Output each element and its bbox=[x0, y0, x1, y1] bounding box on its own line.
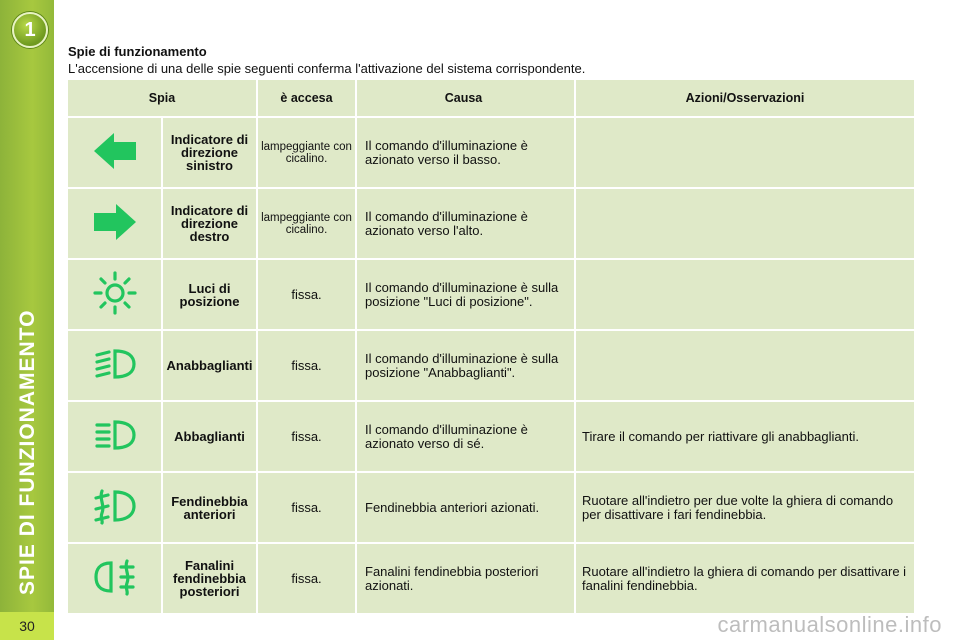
light-state: fissa. bbox=[258, 544, 357, 615]
light-state: lampeggiante con cicalino. bbox=[258, 189, 357, 260]
table-row bbox=[68, 118, 916, 189]
light-cause: Il comando d'illuminazione è sulla posizione "Anabbaglianti". bbox=[357, 331, 576, 402]
icon-cell bbox=[68, 473, 163, 544]
light-action: Ruotare all'indietro la ghiera di comando per disattivare i fanalini fendinebbia. bbox=[576, 544, 916, 615]
light-state: fissa. bbox=[258, 473, 357, 544]
header-causa: Causa bbox=[357, 80, 576, 118]
light-cause: Il comando d'illuminazione è sulla posizione "Luci di posizione". bbox=[357, 260, 576, 331]
light-name: Anabbaglianti bbox=[163, 331, 258, 402]
light-cause: Fanalini fendinebbia posteriori azionati. bbox=[357, 544, 576, 615]
page-number: 30 bbox=[0, 612, 54, 640]
icon-cell bbox=[68, 189, 163, 260]
chapter-number: 1 bbox=[24, 18, 36, 41]
light-action bbox=[576, 118, 916, 189]
watermark: carmanualsonline.info bbox=[717, 612, 942, 637]
high-beam-icon bbox=[93, 417, 137, 453]
chapter-number-badge bbox=[12, 12, 48, 48]
icon-cell bbox=[68, 260, 163, 331]
light-action bbox=[576, 260, 916, 331]
light-name: Luci di posizione bbox=[163, 260, 258, 331]
low-beam-icon bbox=[93, 346, 137, 382]
section-heading: Spie di funzionamento bbox=[68, 44, 207, 59]
chapter-title: SPIE DI FUNZIONAMENTO bbox=[16, 309, 39, 595]
header-accesa: è accesa bbox=[258, 80, 357, 118]
light-cause: Il comando d'illuminazione è azionato verso di sé. bbox=[357, 402, 576, 473]
table-row bbox=[68, 260, 916, 331]
rear-fog-light-icon bbox=[93, 558, 137, 596]
light-name: Fanalini fendinebbia posteriori bbox=[163, 544, 258, 615]
light-action bbox=[576, 331, 916, 402]
table-row bbox=[68, 402, 916, 473]
icon-cell bbox=[68, 331, 163, 402]
light-name: Indicatore di direzione destro bbox=[163, 189, 258, 260]
light-state: fissa. bbox=[258, 260, 357, 331]
header-spia: Spia bbox=[68, 80, 258, 118]
light-state: fissa. bbox=[258, 331, 357, 402]
light-state: fissa. bbox=[258, 402, 357, 473]
header-azioni: Azioni/Osservazioni bbox=[576, 80, 916, 118]
table-row bbox=[68, 189, 916, 260]
left-turn-signal-arrow-icon bbox=[92, 131, 138, 171]
light-cause: Il comando d'illuminazione è azionato verso il basso. bbox=[357, 118, 576, 189]
table-row bbox=[68, 544, 916, 615]
light-name: Indicatore di direzione sinistro bbox=[163, 118, 258, 189]
table-row bbox=[68, 473, 916, 544]
icon-cell bbox=[68, 544, 163, 615]
front-fog-light-icon bbox=[93, 487, 137, 525]
light-cause: Il comando d'illuminazione è azionato verso l'alto. bbox=[357, 189, 576, 260]
light-action: Ruotare all'indietro per due volte la ghiera di comando per disattivare i fari fendinebbia. bbox=[576, 473, 916, 544]
table-header-row bbox=[68, 80, 916, 118]
icon-cell bbox=[68, 118, 163, 189]
position-lights-icon bbox=[93, 271, 137, 315]
intro-text: L'accensione di una delle spie seguenti conferma l'attivazione del sistema corrispondente. bbox=[68, 61, 586, 76]
light-name: Abbaglianti bbox=[163, 402, 258, 473]
right-turn-signal-arrow-icon bbox=[92, 202, 138, 242]
chapter-sidebar bbox=[0, 0, 54, 640]
light-state: lampeggiante con cicalino. bbox=[258, 118, 357, 189]
table-row bbox=[68, 331, 916, 402]
icon-cell bbox=[68, 402, 163, 473]
light-action: Tirare il comando per riattivare gli anabbaglianti. bbox=[576, 402, 916, 473]
light-name: Fendinebbia anteriori bbox=[163, 473, 258, 544]
light-action bbox=[576, 189, 916, 260]
warning-lights-table bbox=[68, 80, 916, 615]
light-cause: Fendinebbia anteriori azionati. bbox=[357, 473, 576, 544]
